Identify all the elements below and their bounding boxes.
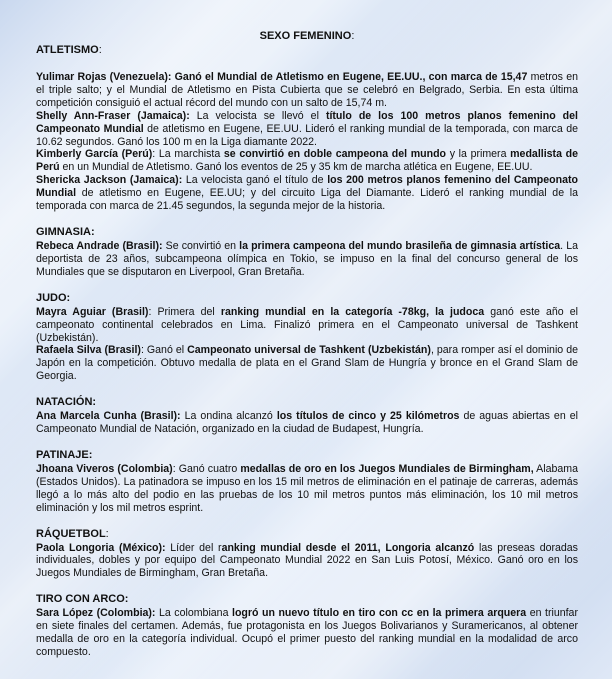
document-page	[36, 30, 578, 659]
entry-text: : La marchista	[152, 148, 224, 161]
entry-text: . La deportista de 23 años, subcampeona olímpica en Tokio, se impuso en la final del concurso general de los Mundiales que se disputaron en Liverpool, Gran Bretaña.	[36, 239, 578, 278]
entry-text: La colombiana	[155, 607, 232, 620]
entry-text: las preseas doradas individuales, dobles y por equipo del Campeonato Mundial 2022 en San Luis Potosí, México. Ganó oro en los Juegos Mundiales de Birmingham, Gran Bretaña.	[36, 541, 578, 580]
section-heading	[36, 226, 578, 240]
section	[36, 449, 578, 528]
section-heading-text: TIRO CON ARCO:	[36, 593, 129, 606]
entry-text: Líder del r	[165, 541, 222, 554]
section-heading	[36, 396, 578, 410]
section-heading	[36, 449, 578, 463]
entry-bold-text: Paola Longoria (México):	[36, 541, 166, 554]
document-title: SEXO FEMENINO:	[259, 30, 355, 42]
entry-bold-text: los títulos de cinco y 25 kilómetros	[276, 410, 460, 423]
section-heading-text: JUDO:	[36, 291, 71, 304]
athlete-entry	[36, 174, 578, 213]
entry-bold-text: anking mundial desde el 2011, Longoria alcanzó	[221, 541, 475, 554]
section-heading-text: NATACIÓN:	[36, 396, 97, 409]
section-heading	[36, 593, 578, 607]
entry-text: ganó este año el campeonato continental celebrados en Lima. Finalizó primera en el Campeonato universal de Tashkent (Uzbekistán).	[36, 305, 578, 344]
entry-bold-text: Mayra Aguiar (Brasil)	[36, 305, 149, 318]
athlete-entry	[36, 463, 578, 515]
entry-bold-text: Sara López (Colombia):	[36, 607, 156, 620]
entry-bold-text: Rafaela Silva (Brasil)	[36, 344, 141, 357]
entry-bold-text: medallista de Perú	[36, 148, 578, 174]
section-heading: ATLETISMO:	[36, 44, 102, 56]
section	[36, 396, 578, 449]
section	[36, 226, 578, 292]
athlete-entry	[36, 607, 578, 659]
athlete-entry	[36, 542, 578, 581]
entry-text: : Ganó el	[140, 344, 188, 357]
entry-bold-text: se convirtió en doble campeona del mundo	[223, 148, 447, 161]
entry-text: Alabama (Estados Unidos). La patinadora se impuso en los 15 mil metros de eliminación en el patinaje de carreras, además llegó a lo más alto del podio en las pruebas de los 10 mil metros puntos más eliminación, los 10 mil metros eliminación y los mil metros esprint.	[36, 462, 578, 514]
athlete-entry	[36, 410, 578, 436]
section-heading: RÁQUETBOL:	[36, 527, 109, 540]
entry-bold-text: logró un nuevo título en tiro con cc en la primera arquera	[232, 607, 527, 620]
section-heading-text: ATLETISMO	[36, 44, 99, 56]
entry-text: de atletismo en Eugene, EE.UU; y del circuito Liga del Diamante. Lideró el ranking mundial de la temporada con marca de 21.45 segundos, la segunda mejor de la historia.	[36, 187, 578, 213]
athlete-entry	[36, 306, 578, 345]
entry-bold-text: Jhoana Viveros (Colombia)	[36, 462, 173, 475]
athlete-entry	[36, 148, 578, 174]
entry-text: de atletismo en Eugene, EE.UU. Lideró el ranking mundial de la temporada, con marca de 10.62 segundos. Ganó los 100 m en la Liga diamante 2022.	[36, 122, 578, 148]
section	[36, 593, 578, 659]
sections-container	[36, 44, 578, 659]
section-heading-text: RÁQUETBOL	[36, 527, 106, 540]
athlete-entry	[36, 344, 578, 383]
entry-bold-text: Campeonato universal de Tashkent (Uzbekistán)	[187, 344, 431, 357]
athlete-entry	[36, 240, 578, 279]
section	[36, 528, 578, 594]
entry-text: Se convirtió en	[162, 239, 240, 252]
entry-bold-text: Ana Marcela Cunha (Brasil):	[36, 410, 181, 423]
entry-bold-text: título de los 100 metros planos femenino del Campeonato Mundial	[36, 109, 578, 135]
entry-bold-text: Kimberly García (Perú)	[36, 148, 153, 161]
title-text: SEXO FEMENINO	[259, 30, 352, 42]
athlete-entry	[36, 71, 578, 110]
entry-bold-text: los 200 metros planos femenino del Campeonato Mundial	[36, 174, 578, 200]
section-heading-text: GIMNASIA:	[36, 225, 95, 238]
athlete-entry	[36, 110, 578, 149]
entry-bold-text: Yulimar Rojas (Venezuela): Ganó el Mundial de Atletismo en Eugene, EE.UU., con marca de 15,47	[36, 71, 528, 83]
entry-text: de aguas abiertas en el Campeonato Mundial de Natación, organizado en la ciudad de Budapest, Hungría.	[36, 410, 578, 436]
entry-text: en triunfar en siete finales del certamen. Además, fue protagonista en los Juegos Bolivarianos y Suramericanos, al obtener medalla de oro en la categoría individual. Ocupó el primer puesto del ranking mundial en la modalidad de arco compuesto.	[36, 607, 578, 658]
entry-text: metros en el triple salto; y el Mundial de Atletismo en Pista Cubierta que se celebró en Belgrado, Serbia. En esta última competición consiguió el actual récord del mundo con un salto de 15,74 m.	[36, 71, 579, 109]
entry-text: La ondina alcanzó	[180, 410, 277, 423]
entry-bold-text: ranking mundial en la categoría -78kg, la judoca	[220, 305, 485, 318]
entry-bold-text: la primera campeona del mundo brasileña de gimnasia artística	[239, 239, 561, 252]
section-heading-text: PATINAJE:	[36, 448, 93, 461]
entry-text: : Primera del	[148, 305, 221, 318]
entry-bold-text: medallas de oro en los Juegos Mundiales de Birmingham,	[240, 462, 534, 475]
entry-text: en un Mundial de Atletismo. Ganó los eventos de 25 y 35 km de marcha atlética en Eugene, EE.UU.	[59, 161, 533, 174]
entry-text: La velocista ganó el título de	[182, 174, 328, 187]
entry-text: y la primera	[446, 148, 511, 161]
entry-bold-text: Rebeca Andrade (Brasil):	[36, 239, 163, 252]
entry-text: La velocista se llevó el	[189, 109, 326, 122]
entry-text: : Ganó cuatro	[172, 462, 241, 475]
entry-bold-text: Shericka Jackson (Jamaica):	[36, 174, 183, 187]
section-heading	[36, 292, 578, 306]
entry-bold-text: Shelly Ann-Fraser (Jamaica):	[36, 109, 190, 122]
section	[36, 44, 578, 226]
section	[36, 292, 578, 396]
entry-text: , para romper así el dominio de Japón en la competición. Obtuvo medalla de plata en el Grand Slam de Hungría y bronce en el Grand Slam de Georgia.	[36, 344, 578, 383]
